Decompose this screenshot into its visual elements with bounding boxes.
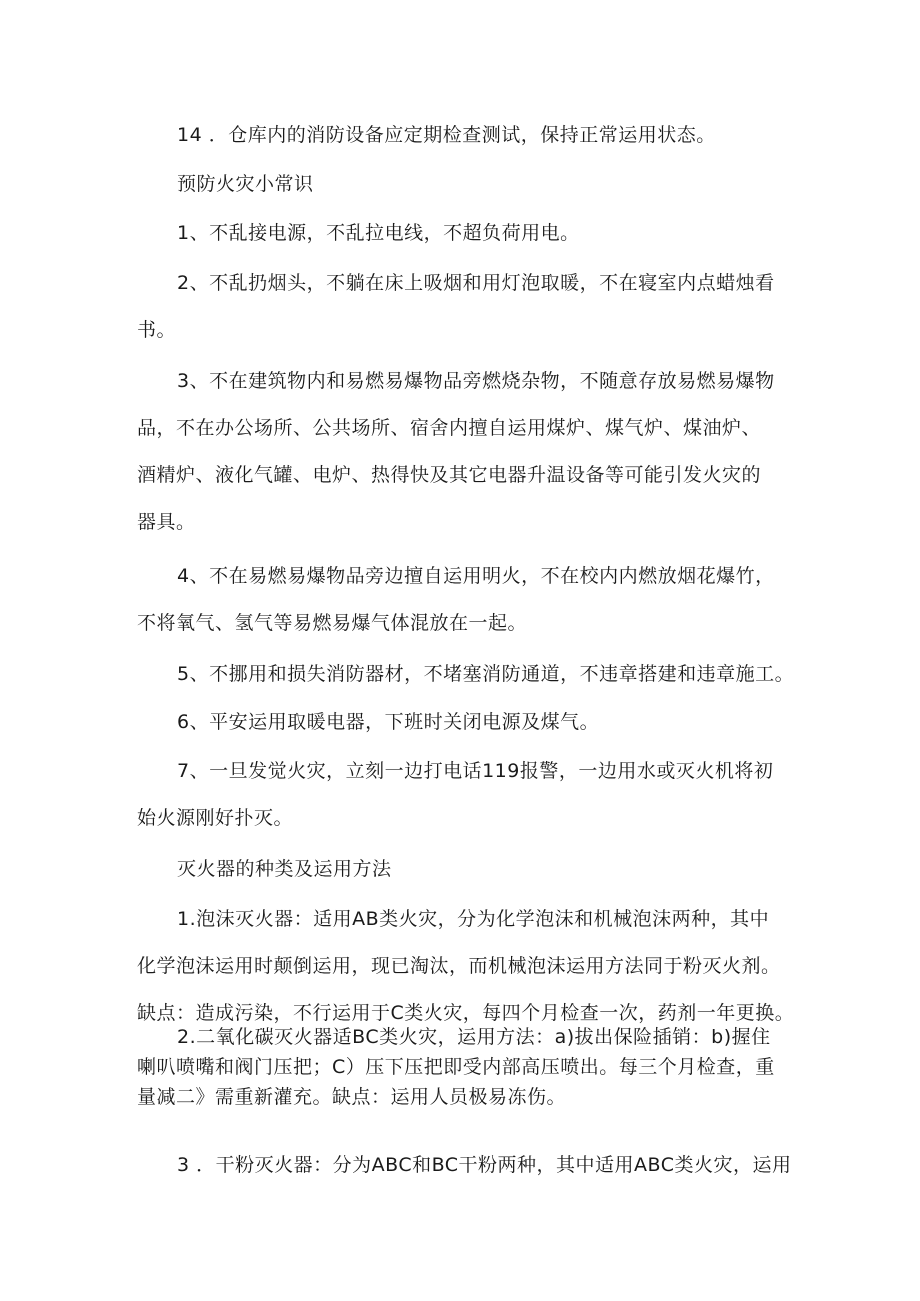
paragraph-prevent-4 bbox=[137, 553, 797, 647]
heading-extinguisher-types: 灭火器的种类及运用方法 bbox=[177, 858, 392, 880]
paragraph-prevent-3 bbox=[137, 358, 797, 546]
paragraph-prevent-5 bbox=[137, 651, 797, 698]
paragraph-line: 4、不在易燃易爆物品旁边擅自运用明火，不在校内内燃放烟花爆竹， bbox=[177, 565, 775, 587]
paragraph-line: 化学泡沫运用时颠倒运用，现已淘汰，而机械泡沫运用方法同于粉灭火剂。 bbox=[137, 955, 781, 977]
paragraph-line: 书。 bbox=[137, 319, 177, 341]
paragraph-line: 缺点：造成污染，不行运用于C类火灾，每四个月检查一次，药剂一年更换。 bbox=[137, 1002, 795, 1024]
paragraph-line: 不将氧气、氢气等易燃易爆气体混放在一起。 bbox=[137, 612, 528, 634]
paragraph-line: 6、平安运用取暖电器，下班时关闭电源及煤气。 bbox=[177, 711, 600, 733]
paragraph-line: 7、一旦发觉火灾，立刻一边打电话119报警，一边用水或灭火机将初 bbox=[177, 760, 774, 782]
paragraph-line: 1、不乱接电源，不乱拉电线，不超负荷用电。 bbox=[177, 222, 580, 244]
paragraph-line: 14 ．仓库内的消防设备应定期检查测试，保持正常运用状态。 bbox=[177, 124, 716, 146]
paragraph-14 bbox=[137, 112, 797, 159]
paragraph-line: 1.泡沫灭火器：适用AB类火灾，分为化学泡沫和机械泡沫两种，其中 bbox=[177, 908, 770, 930]
paragraph-line: 量减二》需重新灌充。缺点：运用人员极易冻伤。 bbox=[137, 1086, 567, 1108]
paragraph-prevent-6 bbox=[137, 699, 797, 746]
paragraph-line: 2、不乱扔烟头，不躺在床上吸烟和用灯泡取暖，不在寝室内点蜡烛看 bbox=[177, 272, 775, 294]
heading-fire-prevention: 预防火灾小常识 bbox=[177, 173, 314, 195]
paragraph-line: 2.二氧化碳灭火器适BC类火灾，运用方法：a)拔出保险插销：b)握住 bbox=[177, 1026, 771, 1048]
paragraph-extinguisher-3 bbox=[137, 1142, 797, 1189]
paragraph-extinguisher-2 bbox=[137, 1022, 797, 1112]
paragraph-line: 器具。 bbox=[137, 511, 196, 533]
paragraph-line: 始火源刚好扑灭。 bbox=[137, 807, 294, 829]
paragraph-line: 3 ．干粉灭火器：分为ABC和BC干粉两种，其中适用ABC类火灾，运用 bbox=[177, 1154, 792, 1176]
paragraph-line: 5、不挪用和损失消防器材，不堵塞消防通道，不违章搭建和违章施工。 bbox=[177, 663, 795, 685]
paragraph-line: 品，不在办公场所、公共场所、宿舍内擅自运用煤炉、煤气炉、煤油炉、 bbox=[137, 417, 762, 439]
paragraph-line: 3、不在建筑物内和易燃易爆物品旁燃烧杂物，不随意存放易燃易爆物 bbox=[177, 370, 775, 392]
paragraph-line: 喇叭喷嘴和阀门压把；C）压下压把即受内部高压喷出。每三个月检查，重 bbox=[137, 1056, 775, 1078]
paragraph-line: 酒精炉、液化气罐、电炉、热得快及其它电器升温设备等可能引发火灾的 bbox=[137, 464, 762, 486]
paragraph-extinguisher-1 bbox=[137, 896, 797, 1037]
paragraph-prevent-7 bbox=[137, 748, 797, 842]
paragraph-prevent-2 bbox=[137, 260, 797, 354]
paragraph-prevent-1 bbox=[137, 210, 797, 257]
